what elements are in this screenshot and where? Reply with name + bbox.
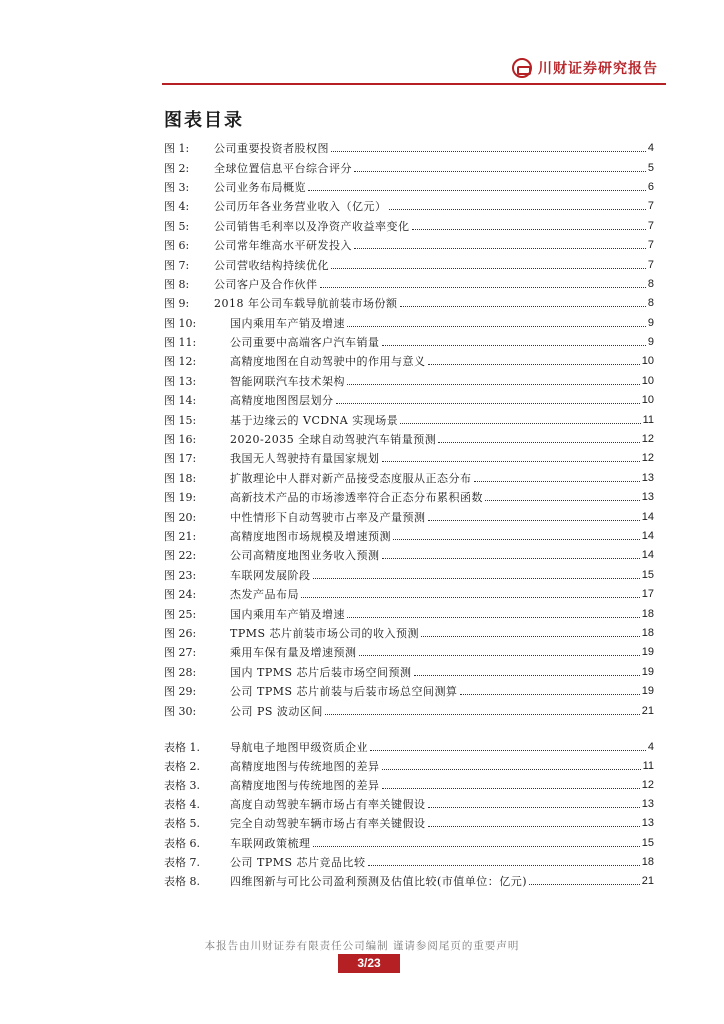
figure-title: 公司营收结构持续优化 xyxy=(214,258,329,272)
dot-leader xyxy=(347,384,640,385)
figure-title: 杰发产品布局 xyxy=(230,588,299,602)
figure-number: 图 22: xyxy=(164,549,197,563)
dot-leader xyxy=(460,694,640,695)
dot-leader xyxy=(382,788,640,789)
figure-page-number: 15 xyxy=(641,568,654,581)
figure-number: 图 23: xyxy=(164,568,197,582)
figure-page-number: 6 xyxy=(647,180,654,193)
table-entry[interactable] xyxy=(164,757,654,776)
table-number: 表格 5. xyxy=(164,817,200,831)
figure-title: 智能网联汽车技术架构 xyxy=(230,374,345,388)
figure-number: 图 8: xyxy=(164,277,190,291)
table-title: 高度自动驾驶车辆市场占有率关键假设 xyxy=(230,798,426,812)
figure-page-number: 9 xyxy=(647,316,654,329)
dot-leader xyxy=(336,403,640,404)
figure-number: 图 25: xyxy=(164,607,197,621)
figure-page-number: 12 xyxy=(641,433,654,446)
figure-number: 图 2: xyxy=(164,161,190,175)
figure-page-number: 8 xyxy=(647,297,654,310)
figure-title: 公司客户及合作伙伴 xyxy=(214,277,318,291)
figure-page-number: 19 xyxy=(641,646,654,659)
figure-number: 图 28: xyxy=(164,665,197,679)
figure-number: 图 12: xyxy=(164,355,197,369)
brand-name: 川财证券研究报告 xyxy=(538,61,658,77)
figure-title: 公司重要中高端客户汽车销量 xyxy=(230,336,380,350)
figure-number: 图 6: xyxy=(164,239,190,253)
figure-title: 高精度地图在自动驾驶中的作用与意义 xyxy=(230,355,426,369)
figure-title: 中性情形下自动驾驶市占率及产量预测 xyxy=(230,510,426,524)
figure-title: 公司高精度地图业务收入预测 xyxy=(230,549,380,563)
dot-leader xyxy=(421,636,640,637)
dot-leader xyxy=(308,190,646,191)
figure-title: 2018 年公司车载导航前装市场份额 xyxy=(214,297,398,311)
figure-title: 扩散理论中人群对新产品接受态度服从正态分布 xyxy=(230,471,472,485)
figure-page-number: 14 xyxy=(641,549,654,562)
table-page-number: 21 xyxy=(641,874,654,887)
figure-number: 图 7: xyxy=(164,258,190,272)
figure-entry[interactable] xyxy=(164,158,654,177)
figure-number: 图 18: xyxy=(164,471,197,485)
figure-entry[interactable] xyxy=(164,488,654,507)
figure-title: 公司历年各业务营业收入（亿元） xyxy=(214,200,387,214)
figure-entry[interactable] xyxy=(164,682,654,701)
figure-page-number: 11 xyxy=(642,413,654,426)
dot-leader xyxy=(400,306,646,307)
figure-number: 图 13: xyxy=(164,374,197,388)
figure-title: 国内乘用车产销及增速 xyxy=(230,607,345,621)
figure-page-number: 19 xyxy=(641,665,654,678)
figure-entry[interactable] xyxy=(164,139,654,158)
table-title: 四维图新与可比公司盈利预测及估值比较(市值单位：亿元) xyxy=(230,874,528,888)
figure-title: TPMS 芯片前装市场公司的收入预测 xyxy=(230,626,420,640)
table-title: 导航电子地图甲级资质企业 xyxy=(230,741,368,755)
table-number: 表格 7. xyxy=(164,855,200,869)
dot-leader xyxy=(313,578,640,579)
dot-leader xyxy=(400,423,640,424)
figure-number: 图 24: xyxy=(164,588,197,602)
figure-entry[interactable] xyxy=(164,546,654,565)
dot-leader xyxy=(331,268,646,269)
figure-entry[interactable] xyxy=(164,333,654,352)
table-list xyxy=(164,738,654,891)
figure-title: 全球位置信息平台综合评分 xyxy=(214,161,352,175)
figure-title: 公司销售毛利率以及净资产收益率变化 xyxy=(214,219,410,233)
chuancai-logo-icon xyxy=(512,58,532,78)
figure-page-number: 9 xyxy=(647,336,654,349)
dot-leader xyxy=(529,884,640,885)
dot-leader xyxy=(474,481,640,482)
figure-page-number: 10 xyxy=(641,394,654,407)
table-page-number: 11 xyxy=(642,760,654,773)
figure-title: 2020-2035 全球自动驾驶汽车销量预测 xyxy=(230,433,437,447)
dot-leader xyxy=(368,865,640,866)
table-page-number: 4 xyxy=(647,741,654,754)
figure-entry[interactable] xyxy=(164,217,654,236)
dot-leader xyxy=(428,826,640,827)
table-page-number: 13 xyxy=(641,798,654,811)
figure-page-number: 8 xyxy=(647,277,654,290)
figure-page-number: 10 xyxy=(641,355,654,368)
figure-entry[interactable] xyxy=(164,701,654,720)
figure-entry[interactable] xyxy=(164,604,654,623)
dot-leader xyxy=(389,209,646,210)
dot-leader xyxy=(382,461,640,462)
dot-leader xyxy=(320,287,646,288)
dot-leader xyxy=(393,539,640,540)
table-number: 表格 1. xyxy=(164,741,200,755)
table-number: 表格 4. xyxy=(164,798,200,812)
figure-number: 图 16: xyxy=(164,433,197,447)
dot-leader xyxy=(382,345,646,346)
figure-title: 高新技术产品的市场渗透率符合正态分布累积函数 xyxy=(230,491,483,505)
figure-number: 图 20: xyxy=(164,510,197,524)
figure-entry[interactable] xyxy=(164,566,654,585)
dot-leader xyxy=(331,151,646,152)
dot-leader xyxy=(428,520,640,521)
dot-leader xyxy=(412,229,646,230)
dot-leader xyxy=(347,617,640,618)
table-number: 表格 2. xyxy=(164,760,200,774)
figure-number: 图 3: xyxy=(164,180,190,194)
table-page-number: 18 xyxy=(641,855,654,868)
figure-number: 图 4: xyxy=(164,200,190,214)
figure-title: 公司重要投资者股权图 xyxy=(214,142,329,156)
figure-page-number: 12 xyxy=(641,452,654,465)
figure-page-number: 14 xyxy=(641,530,654,542)
table-number: 表格 8. xyxy=(164,874,200,888)
dot-leader xyxy=(428,807,640,808)
figure-page-number: 21 xyxy=(641,704,654,717)
figure-entry[interactable] xyxy=(164,624,654,643)
figure-title: 车联网发展阶段 xyxy=(230,568,311,582)
page-number: 3/23 xyxy=(338,954,400,973)
dot-leader xyxy=(354,171,646,172)
dot-leader xyxy=(382,558,640,559)
figure-entry[interactable] xyxy=(164,507,654,526)
header-divider xyxy=(162,83,666,85)
table-entry[interactable] xyxy=(164,872,654,891)
dot-leader xyxy=(325,714,640,715)
table-entry[interactable] xyxy=(164,814,654,833)
figure-entry[interactable] xyxy=(164,391,654,410)
figure-title: 高精度地图图层划分 xyxy=(230,394,334,408)
figure-page-number: 13 xyxy=(641,471,654,484)
figure-number: 图 14: xyxy=(164,394,197,408)
dot-leader xyxy=(301,597,640,598)
table-title: 高精度地图与传统地图的差异 xyxy=(230,779,380,793)
figure-title: 国内 TPMS 芯片后装市场空间预测 xyxy=(230,665,412,679)
table-title: 完全自动驾驶车辆市场占有率关键假设 xyxy=(230,817,426,831)
figure-number: 图 5: xyxy=(164,219,190,233)
table-page-number: 13 xyxy=(641,817,654,830)
footer-disclaimer: 本报告由川财证券有限责任公司编制 谨请参阅尾页的重要声明 xyxy=(204,940,520,952)
figure-entry[interactable] xyxy=(164,275,654,294)
figure-title: 乘用车保有量及增速预测 xyxy=(230,646,357,660)
dot-leader xyxy=(359,655,640,656)
figure-page-number: 14 xyxy=(641,510,654,523)
table-number: 表格 6. xyxy=(164,836,200,850)
figure-page-number: 7 xyxy=(647,200,654,213)
figure-page-number: 19 xyxy=(641,685,654,698)
figure-list xyxy=(164,139,654,721)
figure-number: 图 15: xyxy=(164,413,197,427)
figure-title: 基于边缘云的 VCDNA 实现场景 xyxy=(230,413,399,427)
figure-number: 图 30: xyxy=(164,704,197,718)
figure-entry[interactable] xyxy=(164,197,654,216)
figure-title: 我国无人驾驶持有量国家规划 xyxy=(230,452,380,466)
table-page-number: 12 xyxy=(641,779,654,792)
figure-entry[interactable] xyxy=(164,236,654,255)
figure-title: 公司业务布局概览 xyxy=(214,180,306,194)
figure-page-number: 5 xyxy=(647,161,654,174)
figure-entry[interactable] xyxy=(164,643,654,662)
table-number: 表格 3. xyxy=(164,779,200,793)
figure-number: 图 29: xyxy=(164,685,197,699)
figure-page-number: 18 xyxy=(641,626,654,639)
figure-title: 公司 TPMS 芯片前装与后装市场总空间测算 xyxy=(230,685,458,699)
figure-page-number: 7 xyxy=(647,239,654,252)
table-entry[interactable] xyxy=(164,795,654,814)
figure-number: 图 21: xyxy=(164,530,197,543)
figure-page-number: 13 xyxy=(641,491,654,504)
figure-entry[interactable] xyxy=(164,410,654,429)
figure-entry[interactable] xyxy=(164,255,654,274)
table-entry[interactable] xyxy=(164,853,654,872)
figure-entry[interactable] xyxy=(164,527,654,546)
figure-entry[interactable] xyxy=(164,352,654,371)
figure-number: 图 10: xyxy=(164,316,197,330)
figure-title: 国内乘用车产销及增速 xyxy=(230,316,345,330)
figure-entry[interactable] xyxy=(164,294,654,313)
table-entry[interactable] xyxy=(164,833,654,852)
brand xyxy=(512,58,658,78)
dot-leader xyxy=(428,364,640,365)
table-title: 公司 TPMS 芯片竞品比较 xyxy=(230,855,366,869)
figure-number: 图 9: xyxy=(164,297,190,311)
figure-entry[interactable] xyxy=(164,663,654,682)
dot-leader xyxy=(414,675,640,676)
dot-leader xyxy=(485,500,640,501)
table-title: 高精度地图与传统地图的差异 xyxy=(230,760,380,774)
figure-entry[interactable] xyxy=(164,372,654,391)
table-title: 车联网政策梳理 xyxy=(230,836,311,850)
table-entry[interactable] xyxy=(164,738,654,757)
figure-entry[interactable] xyxy=(164,314,654,333)
figure-number: 图 27: xyxy=(164,646,197,660)
dot-leader xyxy=(382,769,641,770)
dot-leader xyxy=(347,326,646,327)
toc-title: 图表目录 xyxy=(164,110,244,131)
figure-entry[interactable] xyxy=(164,449,654,468)
figure-page-number: 7 xyxy=(647,219,654,232)
figure-page-number: 18 xyxy=(641,607,654,620)
figure-entry[interactable] xyxy=(164,469,654,488)
figure-title: 公司 PS 波动区间 xyxy=(230,704,323,718)
figure-entry[interactable] xyxy=(164,178,654,197)
dot-leader xyxy=(313,846,640,847)
figure-number: 图 26: xyxy=(164,626,197,640)
figure-entry[interactable] xyxy=(164,585,654,604)
dot-leader xyxy=(354,248,646,249)
page-header xyxy=(0,0,724,86)
figure-number: 图 19: xyxy=(164,491,197,505)
figure-number: 图 17: xyxy=(164,452,197,466)
figure-number: 图 1: xyxy=(164,142,190,156)
figure-number: 图 11: xyxy=(164,336,197,350)
figure-page-number: 4 xyxy=(647,142,654,155)
dot-leader xyxy=(370,750,646,751)
dot-leader xyxy=(438,442,640,443)
table-entry[interactable] xyxy=(164,776,654,795)
table-page-number: 15 xyxy=(641,836,654,849)
figure-page-number: 17 xyxy=(641,588,654,601)
figure-page-number: 7 xyxy=(647,258,654,271)
figure-title: 公司常年维高水平研发投入 xyxy=(214,239,352,253)
figure-title: 高精度地图市场规模及增速预测 xyxy=(230,530,391,543)
figure-entry[interactable] xyxy=(164,430,654,449)
figure-page-number: 10 xyxy=(641,374,654,387)
